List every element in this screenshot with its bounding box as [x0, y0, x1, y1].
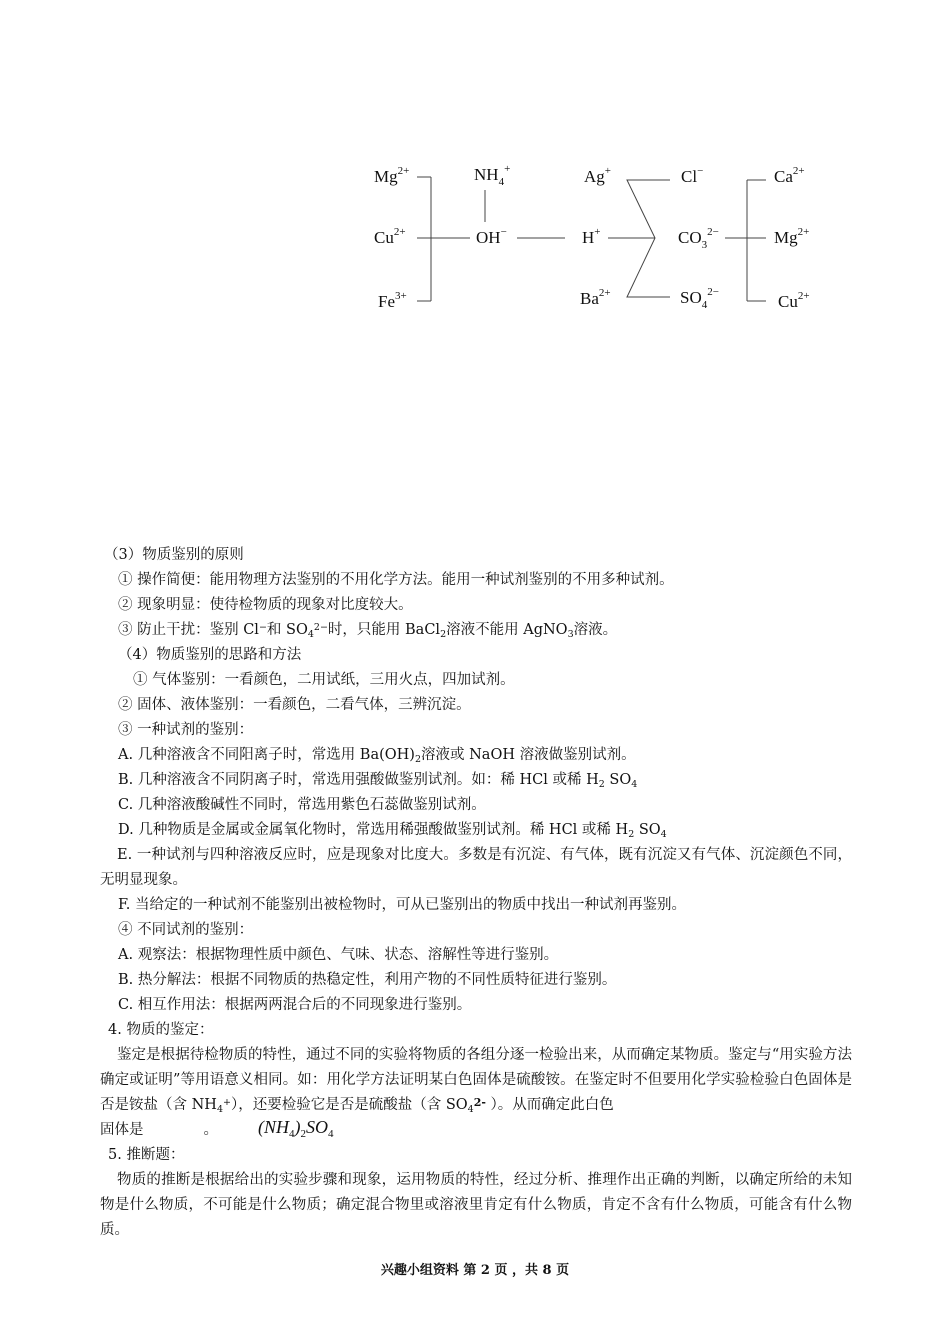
method-subitem: C. 相互作用法：根据两两混合后的不同现象进行鉴别。 [118, 997, 472, 1013]
method-subitem: E. 一种试剂与四种溶液反应时，应是现象对比度大。多数是有沉淀、有气体，既有沉淀又有气体、沉淀颜色不同，无明显现象。 [100, 847, 852, 888]
ion-nh4: $NH_4^+$ [474, 163, 511, 188]
section-heading: 4. 物质的鉴定： [108, 1022, 214, 1038]
ion-oh: OH− [476, 226, 507, 247]
ion-cu-right: $Cu^{2+}$ [778, 290, 810, 311]
ion-ag: Ag+ [584, 165, 611, 186]
method-subitem: B. 几种溶液含不同阴离子时，常选用强酸做鉴别试剂。如：稀 HCl 或稀 $H_2$ $SO_4$ [118, 772, 638, 790]
ion-ba: $Ba^{2+}$ [580, 287, 611, 308]
section-heading: 5. 推断题： [108, 1147, 185, 1163]
paragraph-identification: 鉴定是根据待检物质的特性，通过不同的实验将物质的各组分逐一检验出来，从而确定某物质。鉴定与“用实验方法确定或证明”等用语意义相同。如：用化学方法证明某白色固体是硫酸铵。在鉴定时不但要用化学实验检验白色固体是否是铵盐（含 $NH_4^+$），还要检验它是否是硫酸盐（含 $SO_4^{2-}$ ）。从而确定此白色 [100, 1047, 852, 1115]
formula-ammonium-sulfate: $(NH_4)_2SO_4$ [258, 1117, 334, 1140]
answer-line: 固体是 。 [100, 1122, 218, 1138]
method-subitem: F. 当给定的一种试剂不能鉴别出被检物时，可从已鉴别出的物质中找出一种试剂再鉴别。 [118, 897, 687, 913]
section-heading: （3）物质鉴别的原则 [104, 547, 244, 563]
principle-item: ② 现象明显：使待检物质的现象对比度较大。 [118, 597, 413, 613]
ion-cu: $Cu^{2+}$ [374, 226, 406, 247]
page-footer: 兴趣小组资料 第 2 页 ，共 8 页 [380, 1263, 570, 1278]
method-item: ① 气体鉴别：一看颜色，二用试纸，三用火点，四加试剂。 [133, 672, 515, 688]
principle-item: ① 操作简便：能用物理方法鉴别的不用化学方法。能用一种试剂鉴别的不用多种试剂。 [118, 572, 674, 588]
ion-mg: $Mg^{2+}$ [374, 165, 410, 186]
ion-mg-right: $Mg^{2+}$ [774, 226, 810, 247]
method-subitem: D. 几种物质是金属或金属氧化物时，常选用稀强酸做鉴别试剂。稀 HCl 或稀 $H_2$ $SO_4$ [118, 822, 667, 840]
method-subitem: A. 几种溶液含不同阳离子时，常选用 $Ba(OH)_2$溶液或 NaOH 溶液做鉴别试剂。 [118, 747, 636, 765]
ion-cl: Cl− [681, 165, 704, 186]
ion-so4: $SO_4^{2-}$ [680, 286, 719, 311]
principle-item: ③ 防止干扰：鉴别 Cl−和 $SO_4^{2-}$时，只能用 BaCl$_2$溶液不能用 AgNO$_3$溶液。 [118, 622, 618, 640]
method-item: ② 固体、液体鉴别：一看颜色，二看气体，三辨沉淀。 [118, 697, 471, 713]
method-subitem: A. 观察法：根据物理性质中颜色、气味、状态、溶解性等进行鉴别。 [118, 947, 559, 963]
method-item: ③ 一种试剂的鉴别： [118, 722, 254, 738]
ion-fe: $Fe^{3+}$ [378, 290, 407, 311]
method-item: ④ 不同试剂的鉴别： [118, 922, 254, 938]
ion-co3: $CO_3^{2-}$ [678, 226, 719, 251]
method-subitem: C. 几种溶液酸碱性不同时，常选用紫色石蕊做鉴别试剂。 [118, 797, 486, 813]
method-subitem: B. 热分解法：根据不同物质的热稳定性，利用产物的不同性质特征进行鉴别。 [118, 972, 617, 988]
paragraph-inference: 物质的推断是根据给出的实验步骤和现象，运用物质的特性，经过分析、推理作出正确的判断，以确定所给的未知物是什么物质，不可能是什么物质；确定混合物里或溶液里肯定有什么物质，肯定不含有什么物质，可能含有什么物质。 [100, 1172, 852, 1238]
ion-h: H+ [582, 226, 601, 247]
section-heading: （4）物质鉴别的思路和方法 [118, 647, 302, 663]
ion-ca: $Ca^{2+}$ [774, 165, 805, 186]
